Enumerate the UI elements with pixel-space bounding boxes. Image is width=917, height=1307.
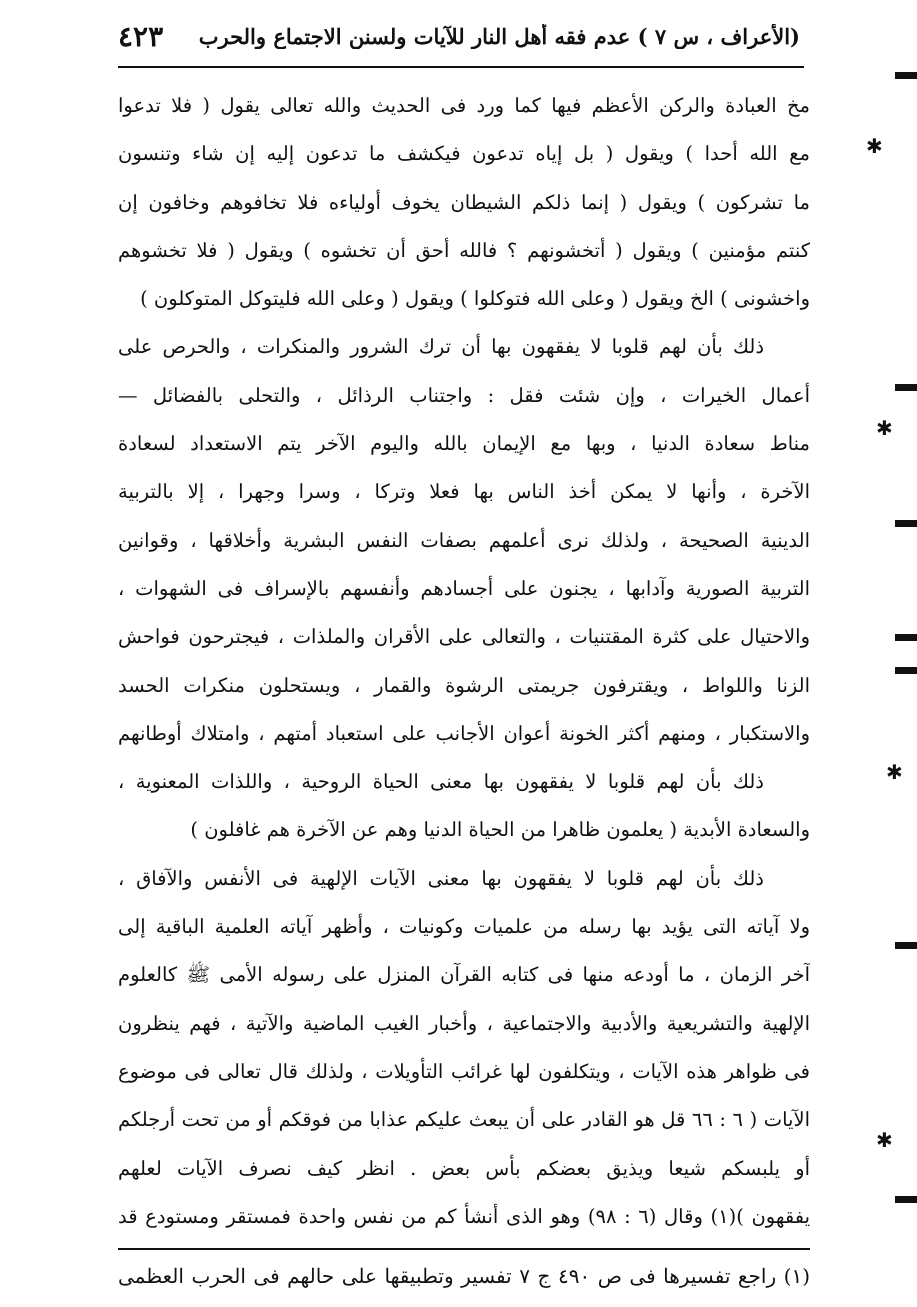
margin-mark (895, 634, 917, 641)
footnote: (١) راجع تفسيرها فى ص ٤٩٠ ج ٧ تفسير وتطبيقها على حالهم فى الحرب العظمى (118, 1264, 810, 1288)
margin-mark (895, 942, 917, 949)
margin-mark (895, 667, 917, 674)
text-line: والاستكبار ، ومنهم أكثر الخونة أعوان الأجانب على استعباد أمتهم ، وامتلاك أوطانهم (118, 721, 810, 745)
margin-asterisk-icon: ✱ (886, 760, 903, 784)
margin-asterisk-icon: ✱ (876, 1128, 893, 1152)
margin-mark (895, 384, 917, 391)
text-line: الدينية الصحيحة ، ولذلك نرى أعلمهم بصفات النفس البشرية وأخلاقها ، وقوانين (118, 528, 810, 552)
text-line: والسعادة الأبدية ( يعلمون ظاهرا من الحياة الدنيا وهم عن الآخرة هم غافلون ) (190, 818, 810, 842)
margin-asterisk-icon: ✱ (876, 416, 893, 440)
text-line: آخر الزمان ، ما أودعه منها فى كتابه القرآن المنزل على رسوله الأمى ﷺ كالعلوم (118, 963, 810, 987)
text-line: الآخرة ، وأنها لا يمكن أخذ الناس بها فعلا وتركا ، وسرا وجهرا ، إلا بالتربية (118, 480, 810, 504)
text-line: الزنا واللواط ، ويقترفون جريمتى الرشوة والقمار ، ويستحلون منكرات الحسد (118, 673, 810, 697)
text-line: مناط سعادة الدنيا ، وبها مع الإيمان بالله واليوم الآخر يتم الاستعداد لسعادة (118, 432, 810, 456)
text-line: ذلك بأن لهم قلوبا لا يفقهون بها أن ترك الشرور والمنكرات ، والحرص على (118, 335, 764, 359)
margin-mark (895, 72, 917, 79)
text-line: مخ العبادة والركن الأعظم فيها كما ورد فى الحديث والله تعالى يقول ( فلا تدعوا (118, 94, 810, 117)
text-line: والاحتيال على كثرة المقتنيات ، والتعالى على الأقران والملذات ، فيجترحون فواحش (118, 625, 810, 649)
text-line: أو يلبسكم شيعا ويذيق بعضكم بأس بعض . انظر كيف نصرف الآيات لعلهم (118, 1156, 810, 1180)
text-line: فى ظواهر هذه الآيات ، ويتكلفون لها غرائب التأويلات ، ولذلك قال تعالى فى موضوع (118, 1059, 810, 1083)
body-text (118, 82, 810, 1241)
text-line: كنتم مؤمنين ) ويقول ( أتخشونهم ؟ فالله أحق أن تخشوه ) ويقول ( فلا تخشوهم (118, 238, 810, 262)
header-rule (118, 66, 804, 68)
text-line: ذلك بأن لهم قلوبا لا يفقهون بها معنى الحياة الروحية ، واللذات المعنوية ، (118, 770, 764, 794)
page-number: ٤٢٣ (118, 19, 164, 53)
text-line: مع الله أحدا ) ويقول ( بل إياه تدعون فيكشف ما تدعون إليه إن شاء وتنسون (118, 142, 810, 166)
text-line: الآيات ( ٦ : ٦٦ قل هو القادر على أن يبعث عليكم عذابا من فوقكم أو من تحت أرجلكم (118, 1108, 810, 1132)
text-line: يفقهون )(١) وقال (٦ : ٩٨) وهو الذى أنشأ كم من نفس واحدة فمستقر ومستودع قد (118, 1204, 810, 1228)
text-line: ما تشركون ) ويقول ( إنما ذلكم الشيطان يخوف أولياءه فلا تخافوهم وخافون إن (118, 190, 810, 214)
text-line: واخشونى ) الخ ويقول ( وعلى الله فتوكلوا ) ويقول ( وعلى الله فليتوكل المتوكلون ) (140, 287, 810, 311)
page-header (118, 14, 800, 58)
margin-asterisk-icon: ✱ (866, 134, 883, 158)
margin-mark (895, 1196, 917, 1203)
text-line: أعمال الخيرات ، وإن شئت فقل : واجتناب الرذائل ، والتحلى بالفضائل — (118, 383, 810, 407)
header-title: (الأعراف ، س ٧ ) عدم فقه أهل النار للآيات ولسنن الاجتماع والحرب (198, 23, 800, 49)
margin-mark (895, 520, 917, 527)
text-line: التربية الصورية وآدابها ، يجنون على أجسادهم وأنفسهم بالإسراف فى الشهوات ، (118, 576, 810, 600)
text-line: ولا آياته التى يؤيد بها رسله من علميات وكونيات ، وأظهر آياته العلمية الباقية إلى (118, 915, 810, 939)
footnote-rule (118, 1248, 810, 1250)
text-line: الإلهية والتشريعية والأدبية والاجتماعية ، وأخبار الغيب الماضية والآتية ، فهم ينظرون (118, 1011, 810, 1035)
text-line: ذلك بأن لهم قلوبا لا يفقهون بها معنى الآيات الإلهية فى الأنفس والآفاق ، (118, 866, 764, 890)
